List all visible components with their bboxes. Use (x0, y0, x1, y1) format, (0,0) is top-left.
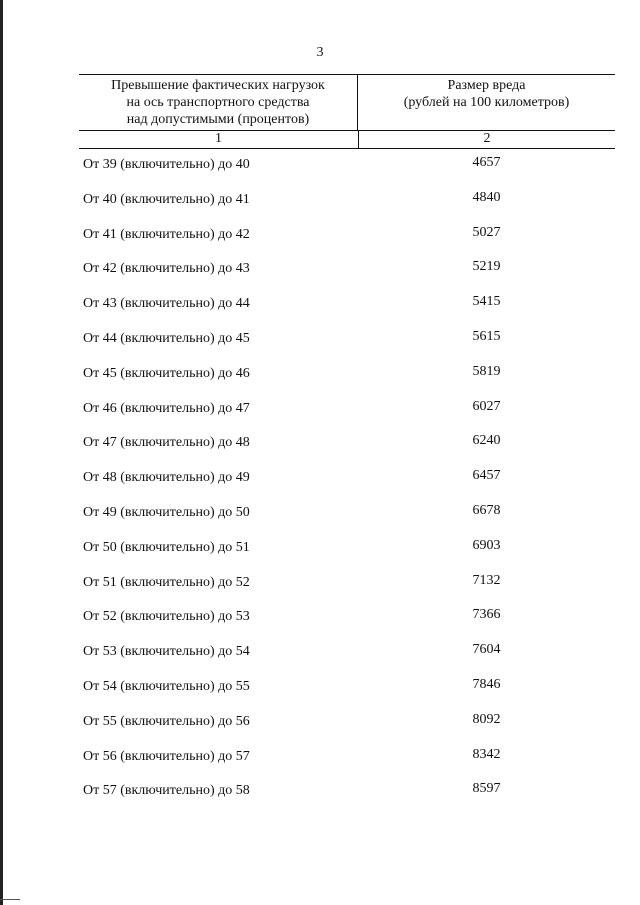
table-body (79, 149, 615, 810)
row-damage-value: 5615 (472, 328, 501, 344)
row-range-label: От 48 (включительно) до 49 (83, 470, 250, 486)
table-row (79, 393, 615, 428)
table-row (79, 323, 615, 358)
row-damage-value: 5415 (472, 294, 501, 310)
table-row (79, 288, 615, 323)
row-damage-value: 8342 (472, 746, 501, 762)
row-damage-value: 4840 (472, 189, 501, 205)
row-range-label: От 51 (включительно) до 52 (83, 574, 250, 590)
column-number-1: 1 (79, 131, 359, 148)
row-damage-value: 7846 (472, 676, 501, 692)
header-excess-load-line: Превышение фактических нагрузок (111, 78, 325, 93)
row-range-label: От 41 (включительно) до 42 (83, 226, 250, 242)
row-range-label: От 52 (включительно) до 53 (83, 609, 250, 625)
header-excess-load (79, 75, 358, 130)
row-range-label: От 47 (включительно) до 48 (83, 435, 250, 451)
table-row (79, 358, 615, 393)
row-range-label: От 54 (включительно) до 55 (83, 678, 250, 694)
row-damage-value: 4657 (472, 155, 501, 170)
row-damage-value: 6678 (472, 502, 501, 518)
row-damage-value: 6903 (472, 537, 501, 553)
header-damage-amount-line: Размер вреда (447, 78, 526, 93)
scan-left-edge (0, 0, 3, 905)
row-range-label: От 39 (включительно) до 40 (83, 157, 250, 172)
row-range-label: От 49 (включительно) до 50 (83, 504, 250, 520)
table-row (79, 775, 615, 810)
column-number-2: 2 (483, 131, 491, 146)
table-row (79, 427, 615, 462)
row-range-label: От 43 (включительно) до 44 (83, 296, 250, 312)
damage-table (79, 74, 615, 810)
row-range-label: От 56 (включительно) до 57 (83, 748, 250, 764)
row-damage-value: 5219 (472, 259, 501, 275)
row-damage-value: 8597 (472, 781, 501, 797)
header-damage-amount-line: (рублей на 100 километров) (403, 95, 570, 110)
row-range-label: От 42 (включительно) до 43 (83, 261, 250, 277)
header-excess-load-line: на ось транспортного средства (126, 95, 310, 110)
row-range-label: От 55 (включительно) до 56 (83, 713, 250, 729)
column-number-row (79, 130, 615, 149)
table-row (79, 741, 615, 776)
table-row (79, 462, 615, 497)
table-row (79, 532, 615, 567)
row-damage-value: 6457 (472, 468, 501, 484)
table-row (79, 567, 615, 602)
row-range-label: От 44 (включительно) до 45 (83, 330, 250, 346)
row-range-label: От 45 (включительно) до 46 (83, 365, 250, 381)
table-row (79, 636, 615, 671)
table-header (79, 75, 615, 130)
table-row (79, 253, 615, 288)
row-damage-value: 7366 (472, 607, 501, 623)
page-number: 3 (316, 45, 324, 60)
row-damage-value: 5819 (472, 363, 501, 379)
table-row (79, 671, 615, 706)
row-range-label: От 53 (включительно) до 54 (83, 644, 250, 660)
table-row (79, 706, 615, 741)
header-excess-load-line: над допустимыми (процентов) (126, 112, 310, 127)
row-damage-value: 6240 (472, 433, 501, 449)
table-row (79, 601, 615, 636)
table-row (79, 149, 615, 184)
header-damage-amount (358, 75, 615, 130)
row-range-label: От 46 (включительно) до 47 (83, 400, 250, 416)
row-range-label: От 40 (включительно) до 41 (83, 191, 250, 207)
row-damage-value: 7604 (472, 642, 501, 658)
row-damage-value: 6027 (472, 398, 501, 414)
row-range-label: От 57 (включительно) до 58 (83, 783, 250, 799)
row-damage-value: 8092 (472, 711, 501, 727)
table-row (79, 219, 615, 254)
row-damage-value: 7132 (472, 572, 501, 588)
table-row (79, 497, 615, 532)
row-range-label: От 50 (включительно) до 51 (83, 539, 250, 555)
row-damage-value: 5027 (472, 224, 501, 240)
scan-bottom-mark (0, 899, 20, 900)
table-row (79, 184, 615, 219)
